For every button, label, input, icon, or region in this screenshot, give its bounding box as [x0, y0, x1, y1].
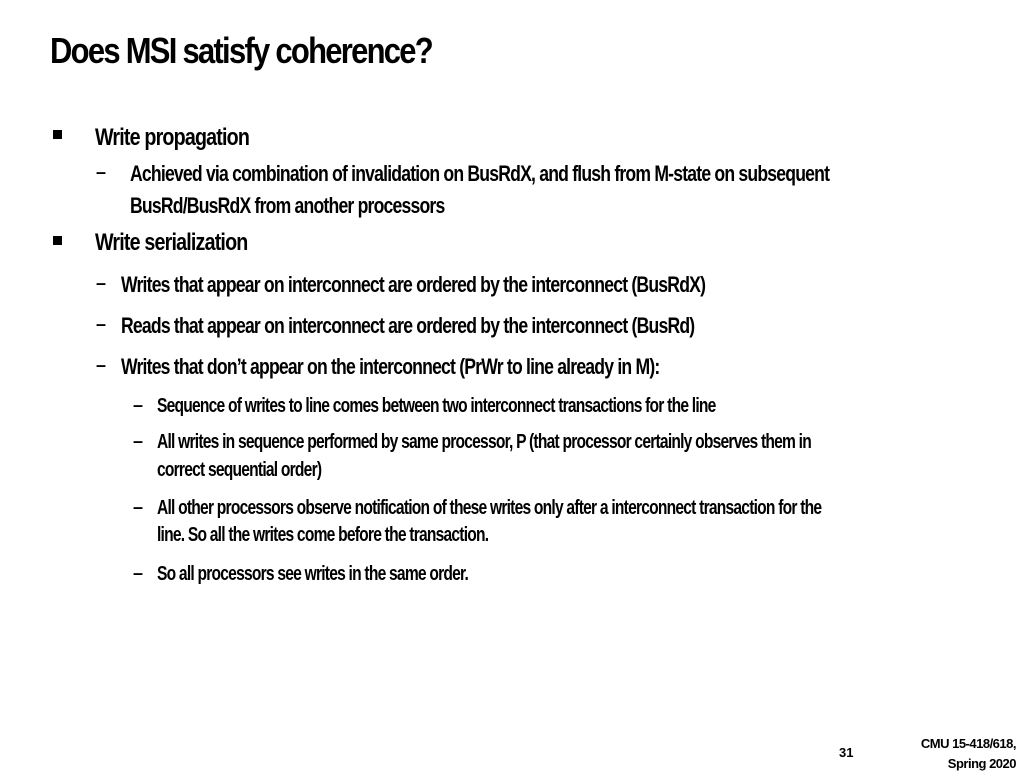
slide-title: Does MSI satisfy coherence?: [50, 30, 433, 71]
sub-bullet-line: Writes that don’t appear on the interconnect (PrWr to line already in M):: [121, 354, 660, 379]
dash-icon: –: [133, 431, 144, 451]
bullet-square-icon: [53, 130, 62, 139]
sub-bullet-line: Achieved via combination of invalidation on BusRdX, and flush from M-state on subsequent: [130, 161, 830, 186]
bullet-label-write-propagation: Write propagation: [95, 124, 250, 151]
dash-icon: –: [96, 273, 107, 293]
dash-icon: –: [96, 355, 107, 375]
course-line-2: Spring 2020: [947, 756, 1016, 771]
dash-icon: –: [133, 497, 144, 517]
course-label: [921, 734, 1016, 774]
sub-bullet-line: BusRd/BusRdX from another processors: [130, 193, 445, 218]
sub-sub-bullet-line: correct sequential order): [157, 459, 322, 481]
dash-icon: –: [133, 563, 144, 583]
bullet-square-icon: [53, 236, 62, 245]
dash-icon: –: [96, 314, 107, 334]
sub-bullet-line: Writes that appear on interconnect are ordered by the interconnect (BusRdX): [121, 272, 706, 297]
page-number: 31: [839, 745, 854, 760]
course-line-1: CMU 15-418/618,: [920, 736, 1016, 751]
sub-sub-bullet-line: line. So all the writes come before the transaction.: [157, 524, 489, 546]
sub-sub-bullet-line: Sequence of writes to line comes between two interconnect transactions for the line: [157, 395, 716, 417]
sub-sub-bullet-line: So all processors see writes in the same order.: [157, 563, 469, 585]
dash-icon: –: [133, 395, 144, 415]
sub-sub-bullet-line: All other processors observe notification of these writes only after a interconnect transaction for the: [157, 497, 822, 519]
bullet-label-write-serialization: Write serialization: [95, 229, 248, 256]
sub-sub-bullet-line: All writes in sequence performed by same processor, P (that processor certainly observes them in: [157, 431, 811, 453]
dash-icon: –: [96, 162, 107, 182]
sub-bullet-line: Reads that appear on interconnect are ordered by the interconnect (BusRd): [121, 313, 695, 338]
